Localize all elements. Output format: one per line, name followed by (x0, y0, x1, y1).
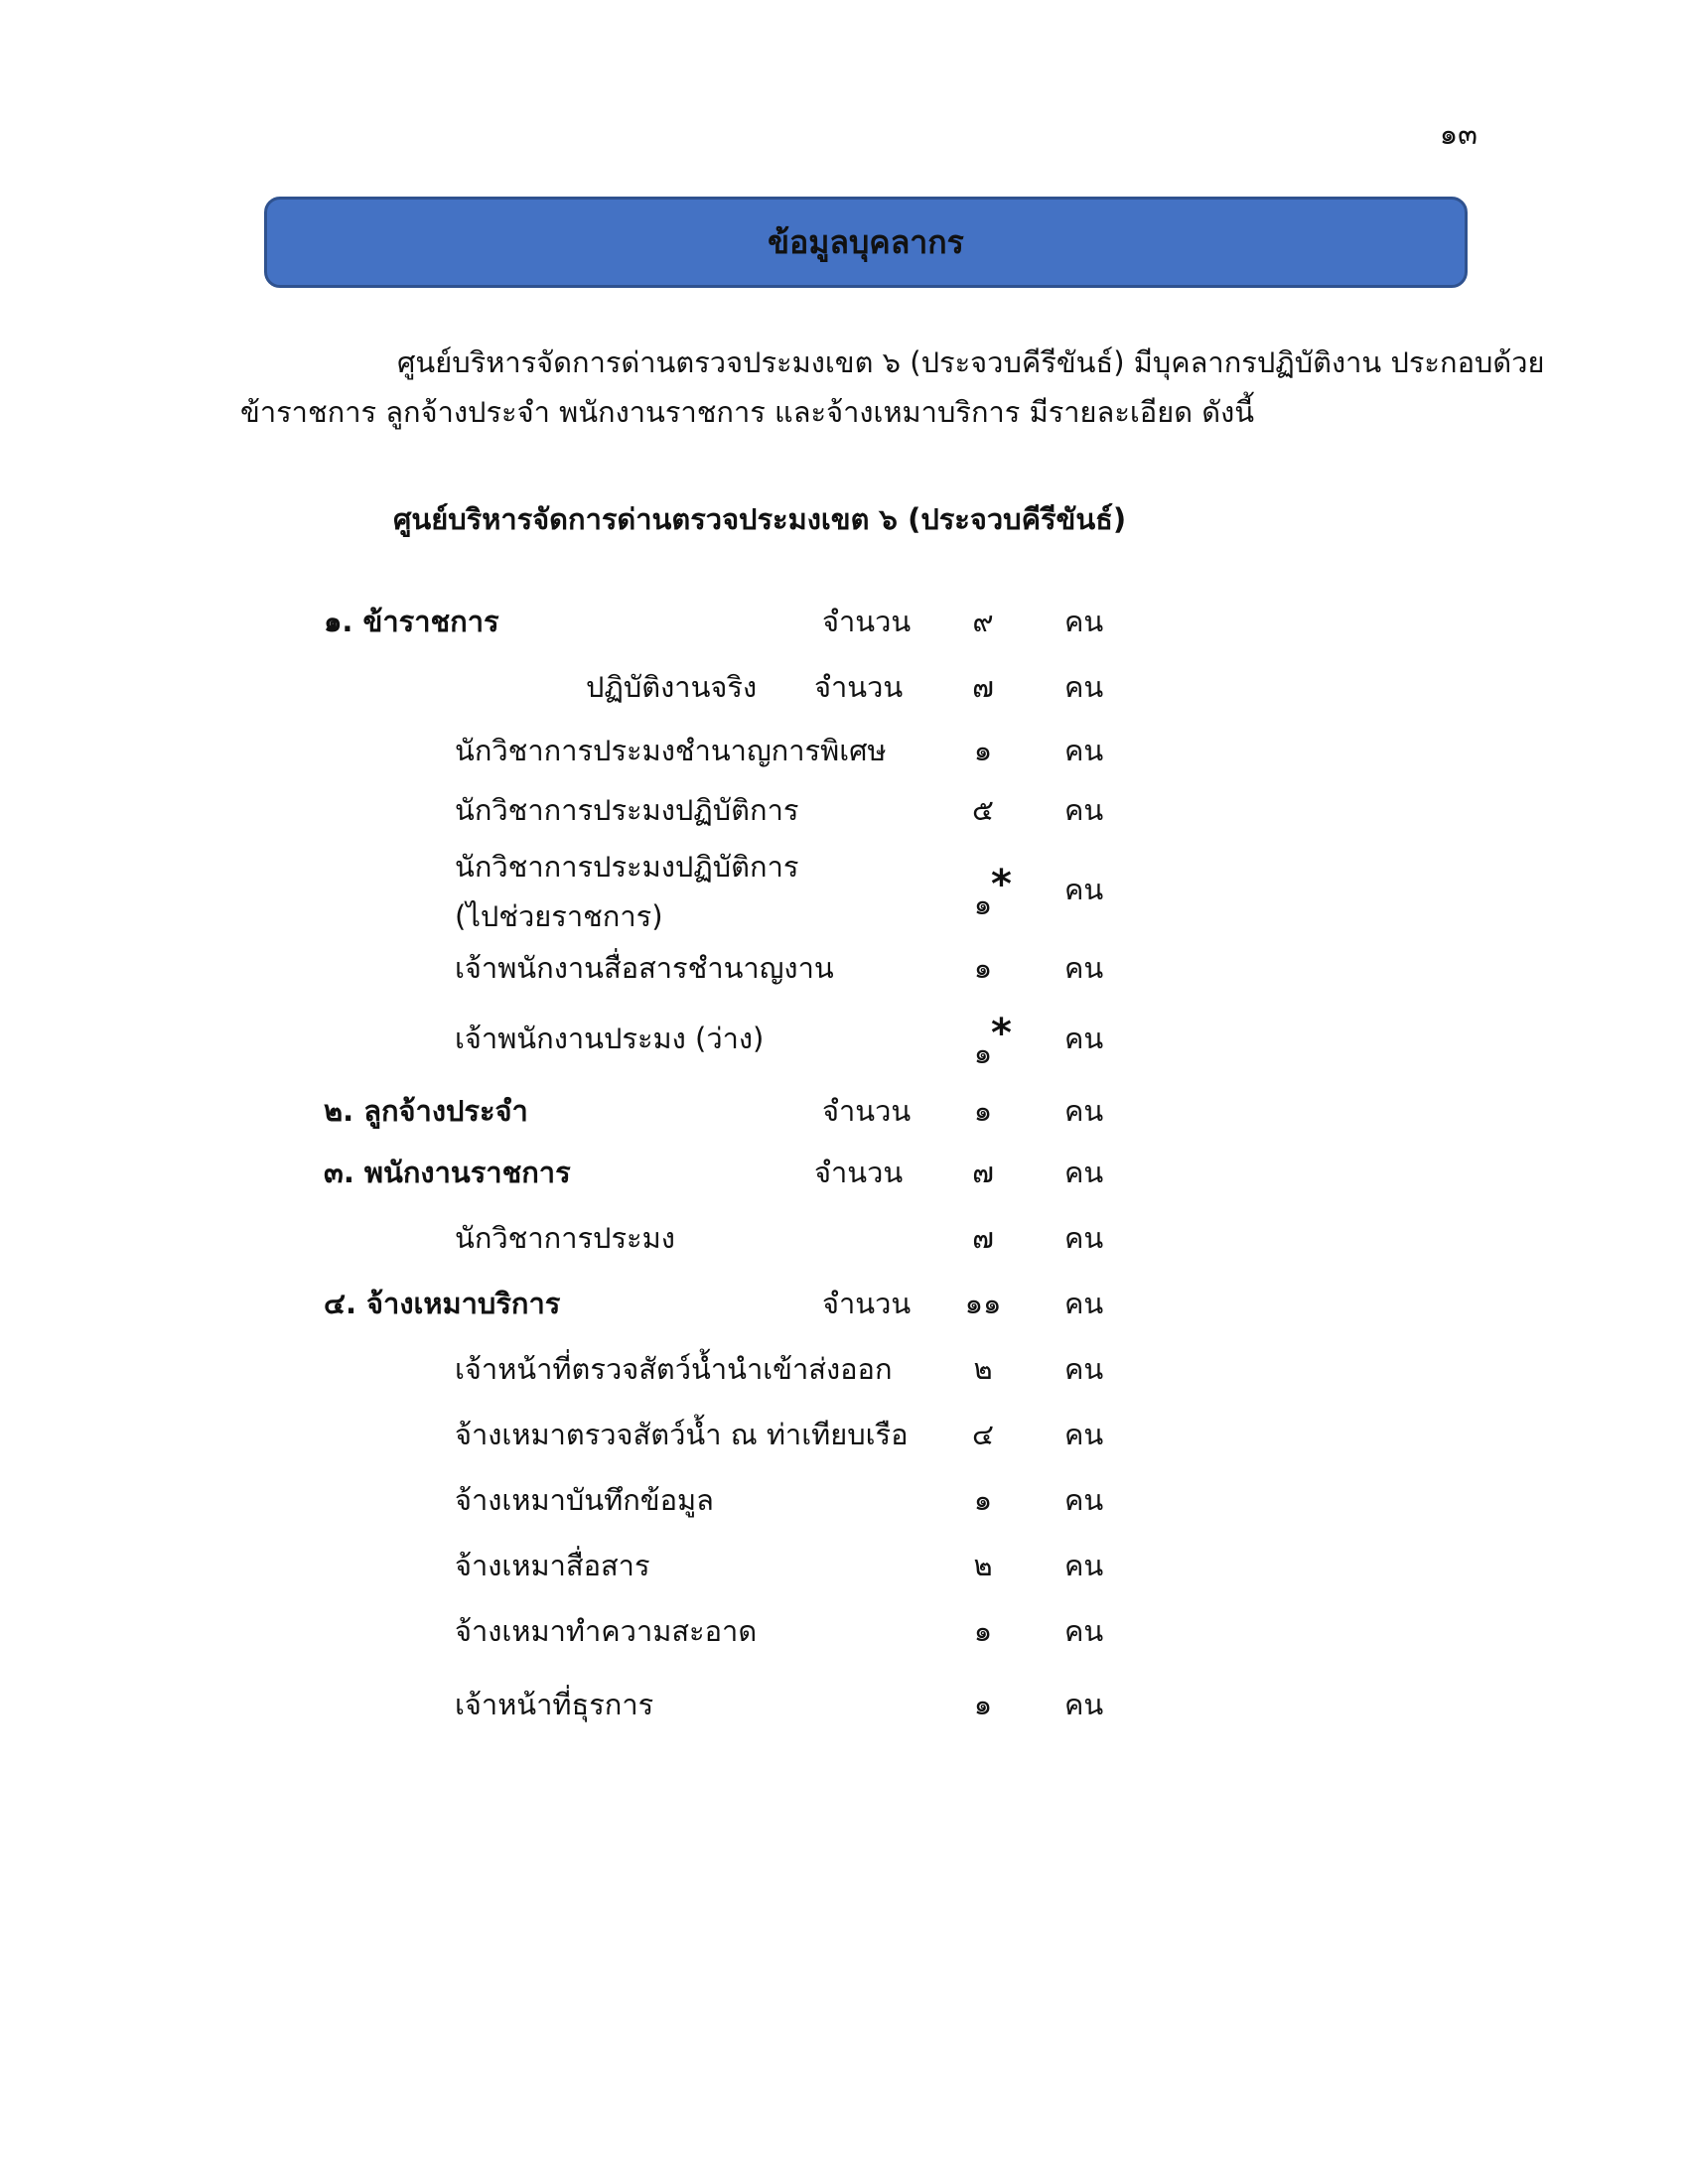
count-label: จำนวน (814, 670, 904, 704)
position-label: เจ้าพนักงานสื่อสารชำนาญงาน (455, 951, 834, 985)
unit-label: คน (1064, 734, 1104, 767)
category-government-employees-label: ๓. พนักงานราชการ (324, 1156, 571, 1189)
unit-label: คน (1064, 1156, 1104, 1189)
row-value: ๑ * (973, 862, 1012, 921)
row-value: ๗ (972, 1156, 994, 1189)
unit-label: คน (1064, 1352, 1104, 1386)
unit-label: คน (1064, 1022, 1104, 1055)
unit-label: คน (1064, 951, 1104, 985)
category-civil-servants-label: ๑. ข้าราชการ (324, 605, 499, 638)
page-title: ข้อมูลบุคลากร (768, 222, 964, 261)
page-number: ๑๓ (1439, 117, 1477, 151)
title-banner (264, 197, 1468, 288)
position-label: นักวิชาการประมง (455, 1221, 675, 1255)
unit-label: คน (1064, 605, 1104, 638)
row-value: ๒ (973, 1352, 993, 1386)
unit-label: คน (1064, 1287, 1104, 1320)
unit-label: คน (1064, 873, 1104, 906)
row-value: ๑ * (973, 1011, 1012, 1070)
row-value: ๑ (973, 734, 993, 767)
intro-line-2: ข้าราชการ ลูกจ้างประจำ พนักงานราชการ และจ้างเหมาบริการ มีรายละเอียด ดังนี้ (240, 395, 1255, 429)
actually-working-label: ปฏิบัติงานจริง (586, 670, 758, 704)
position-label: เจ้าหน้าที่ธุรการ (455, 1688, 654, 1721)
count-label: จำนวน (814, 1156, 904, 1189)
asterisk-mark: * (991, 862, 1012, 907)
category-permanent-employees-label: ๒. ลูกจ้างประจำ (324, 1094, 528, 1128)
position-note: (ไปช่วยราชการ) (455, 899, 663, 933)
unit-label: คน (1064, 1549, 1104, 1582)
row-value: ๑๑ (964, 1287, 1002, 1320)
row-value: ๑ (973, 1094, 993, 1128)
row-value: ๕ (972, 793, 994, 827)
count-label: จำนวน (822, 1094, 912, 1128)
unit-label: คน (1064, 1688, 1104, 1721)
row-value: ๑ (973, 1688, 993, 1721)
row-value: ๒ (973, 1549, 993, 1582)
position-label: เจ้าพนักงานประมง (ว่าง) (455, 1022, 765, 1055)
unit-label: คน (1064, 1221, 1104, 1255)
position-label: จ้างเหมาบันทึกข้อมูล (455, 1483, 714, 1517)
category-contract-services-label: ๔. จ้างเหมาบริการ (324, 1287, 561, 1320)
position-label: นักวิชาการประมงชำนาญการพิเศษ (455, 734, 887, 767)
count-label: จำนวน (822, 605, 912, 638)
unit-label: คน (1064, 670, 1104, 704)
row-value: ๑ (973, 951, 993, 985)
row-value: ๑ (973, 1614, 993, 1648)
row-value: ๗ (972, 1221, 994, 1255)
row-value: ๗ (972, 670, 994, 704)
unit-label: คน (1064, 1094, 1104, 1128)
asterisk-mark: * (991, 1011, 1012, 1056)
row-value: ๙ (972, 605, 994, 638)
position-label: จ้างเหมาตรวจสัตว์น้ำ ณ ท่าเทียบเรือ (455, 1418, 909, 1451)
unit-label: คน (1064, 1614, 1104, 1648)
position-label: นักวิชาการประมงปฏิบัติการ (455, 850, 799, 884)
row-value: ๑ (973, 1483, 993, 1517)
position-label: เจ้าหน้าที่ตรวจสัตว์น้ำนำเข้าส่งออก (455, 1352, 893, 1386)
count-label: จำนวน (822, 1287, 912, 1320)
position-label: จ้างเหมาสื่อสาร (455, 1549, 650, 1582)
section-subheading: ศูนย์บริหารจัดการด่านตรวจประมงเขต ๖ (ประจวบคีรีขันธ์) (393, 502, 1127, 536)
unit-label: คน (1064, 1483, 1104, 1517)
position-label: นักวิชาการประมงปฏิบัติการ (455, 793, 799, 827)
unit-label: คน (1064, 793, 1104, 827)
row-value: ๔ (972, 1418, 994, 1451)
position-label: จ้างเหมาทำความสะอาด (455, 1614, 758, 1648)
unit-label: คน (1064, 1418, 1104, 1451)
intro-line-1: ศูนย์บริหารจัดการด่านตรวจประมงเขต ๖ (ประจวบคีรีขันธ์) มีบุคลากรปฏิบัติงาน ประกอบด้วย (397, 345, 1545, 379)
